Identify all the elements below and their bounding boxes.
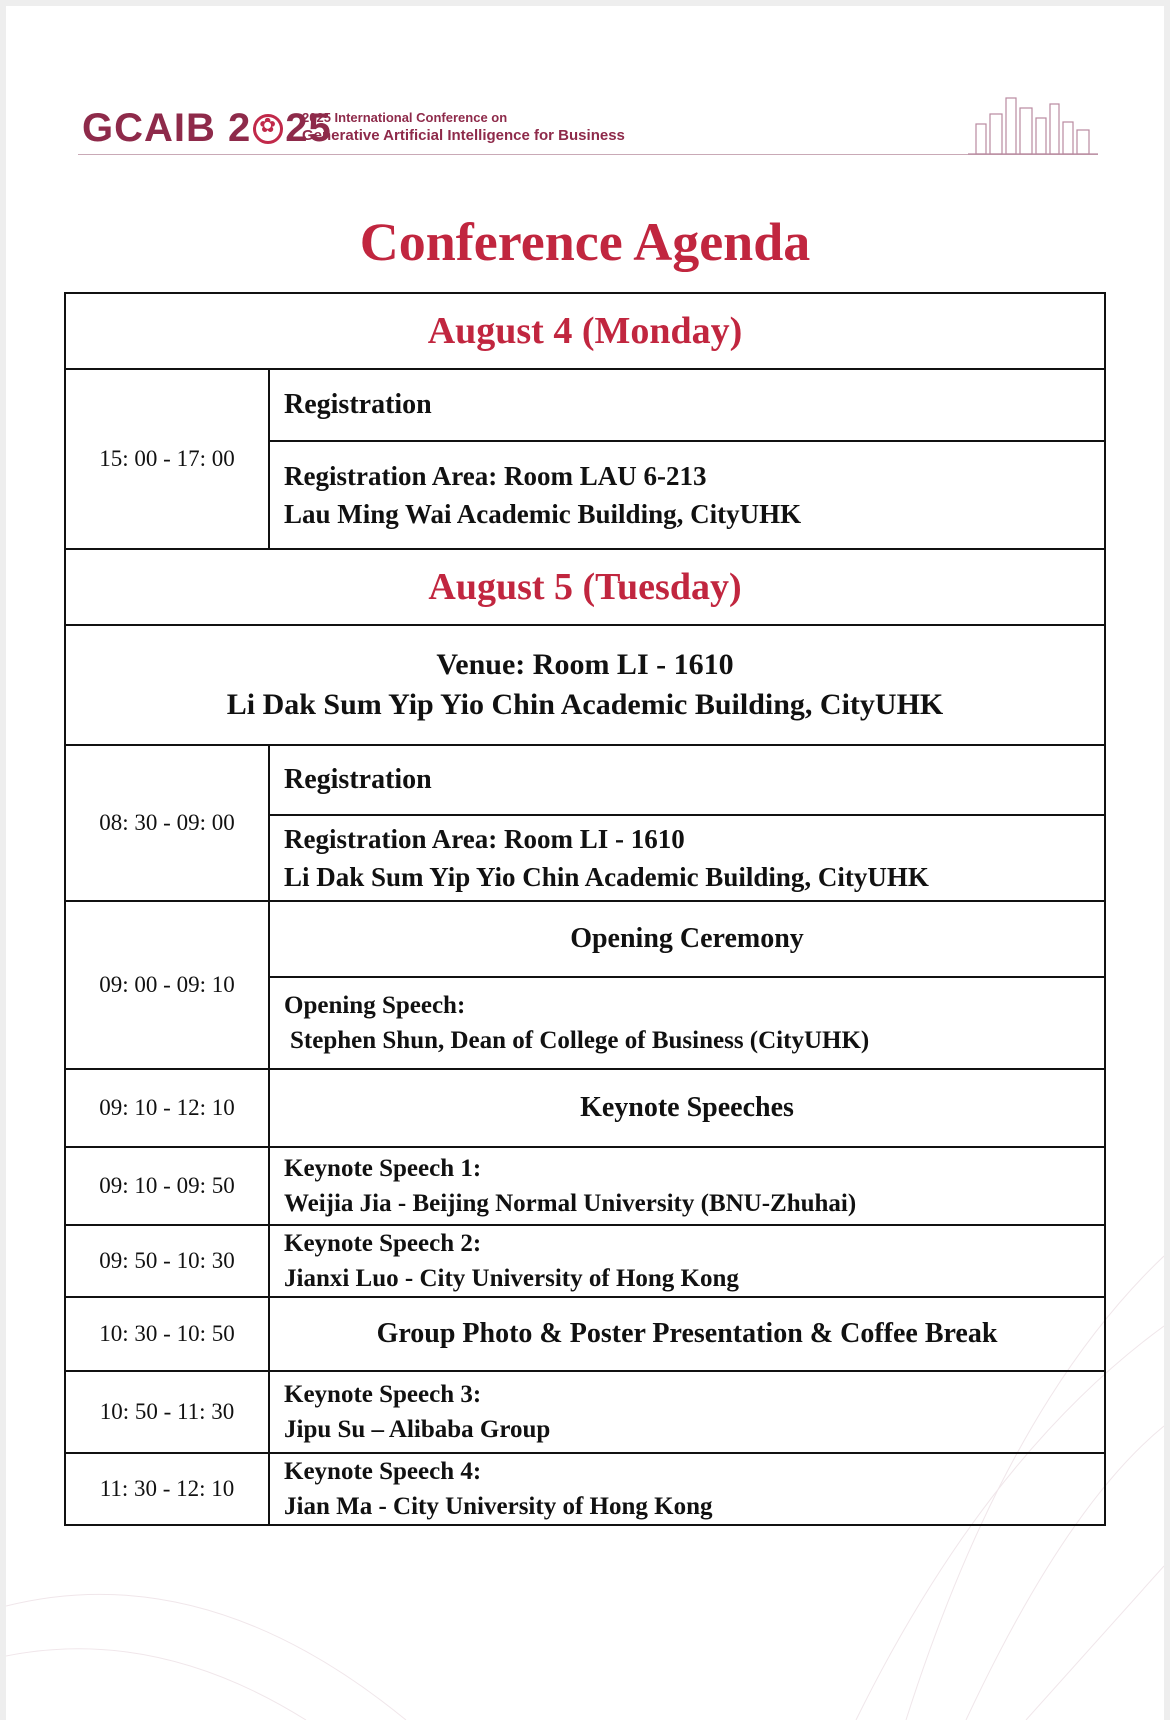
logo-text-right: 25 — [285, 106, 332, 150]
header-divider — [78, 154, 1098, 155]
time-cell: 09: 50 - 10: 30 — [65, 1225, 269, 1297]
detail-line: Registration Area: Room LAU 6-213 — [284, 461, 707, 491]
detail-line: Keynote Speech 4: — [284, 1458, 482, 1485]
day-header-row — [65, 549, 1105, 625]
table-row — [65, 1371, 1105, 1453]
session-detail — [269, 1225, 1105, 1297]
session-detail — [269, 815, 1105, 901]
page-title: Conference Agenda — [359, 212, 811, 272]
conference-name-line1: 2025 International Conference on — [302, 110, 508, 125]
table-row — [65, 369, 1105, 441]
session-title: Group Photo & Poster Presentation & Coffee Break — [269, 1297, 1105, 1371]
conference-logo — [82, 106, 332, 151]
table-row — [65, 1297, 1105, 1371]
time-cell: 09: 00 - 09: 10 — [65, 901, 269, 1069]
session-title: Registration — [269, 745, 1105, 815]
session-detail — [269, 1147, 1105, 1225]
session-detail — [269, 1453, 1105, 1525]
time-cell: 09: 10 - 12: 10 — [65, 1069, 269, 1147]
detail-line: Jian Ma - City University of Hong Kong — [284, 1493, 713, 1520]
detail-line: Jianxi Luo - City University of Hong Kong — [284, 1265, 739, 1292]
venue-row — [65, 625, 1105, 745]
detail-line: Keynote Speech 1: — [284, 1155, 482, 1182]
session-detail — [269, 441, 1105, 549]
detail-line: Registration Area: Room LI - 1610 — [284, 824, 685, 854]
time-cell: 08: 30 - 09: 00 — [65, 745, 269, 901]
time-cell: 10: 30 - 10: 50 — [65, 1297, 269, 1371]
city-skyline-icon — [968, 94, 1098, 156]
detail-line: Lau Ming Wai Academic Building, CityUHK — [284, 499, 802, 529]
time-cell: 15: 00 - 17: 00 — [65, 369, 269, 549]
session-title: Registration — [269, 369, 1105, 441]
detail-line: Jipu Su – Alibaba Group — [284, 1416, 551, 1443]
detail-line: Keynote Speech 3: — [284, 1381, 482, 1408]
agenda-page — [6, 6, 1164, 1720]
table-row — [65, 745, 1105, 815]
venue-line: Li Dak Sum Yip Yio Chin Academic Building, CityUHK — [226, 688, 944, 721]
session-detail — [269, 977, 1105, 1069]
table-row — [65, 1069, 1105, 1147]
time-cell: 10: 50 - 11: 30 — [65, 1371, 269, 1453]
detail-line: Weijia Jia - Beijing Normal University (BNU-Zhuhai) — [284, 1190, 857, 1217]
time-cell: 09: 10 - 09: 50 — [65, 1147, 269, 1225]
detail-line: Li Dak Sum Yip Yio Chin Academic Building, CityUHK — [284, 862, 929, 892]
table-row — [65, 901, 1105, 977]
day-header-row — [65, 293, 1105, 369]
day-header-august-4: August 4 (Monday) — [65, 293, 1105, 369]
session-title: Keynote Speeches — [269, 1069, 1105, 1147]
bauhinia-flower-icon — [253, 114, 283, 144]
detail-line: Keynote Speech 2: — [284, 1230, 482, 1257]
logo-text-left: GCAIB 2 — [82, 106, 252, 150]
table-row — [65, 1453, 1105, 1525]
detail-line: Opening Speech: — [284, 992, 466, 1019]
conference-name-line2: Generative Artificial Intelligence for Business — [302, 127, 625, 144]
session-detail — [269, 1371, 1105, 1453]
conference-header — [78, 94, 1098, 164]
agenda-table — [64, 292, 1106, 1526]
table-row — [65, 1147, 1105, 1225]
venue-line: Venue: Room LI - 1610 — [436, 648, 734, 681]
time-cell: 11: 30 - 12: 10 — [65, 1453, 269, 1525]
day-header-august-5: August 5 (Tuesday) — [65, 549, 1105, 625]
conference-name — [302, 110, 625, 144]
session-title: Opening Ceremony — [269, 901, 1105, 977]
venue-cell — [65, 625, 1105, 745]
detail-line: Stephen Shun, Dean of College of Business (CityUHK) — [290, 1027, 870, 1054]
table-row — [65, 1225, 1105, 1297]
